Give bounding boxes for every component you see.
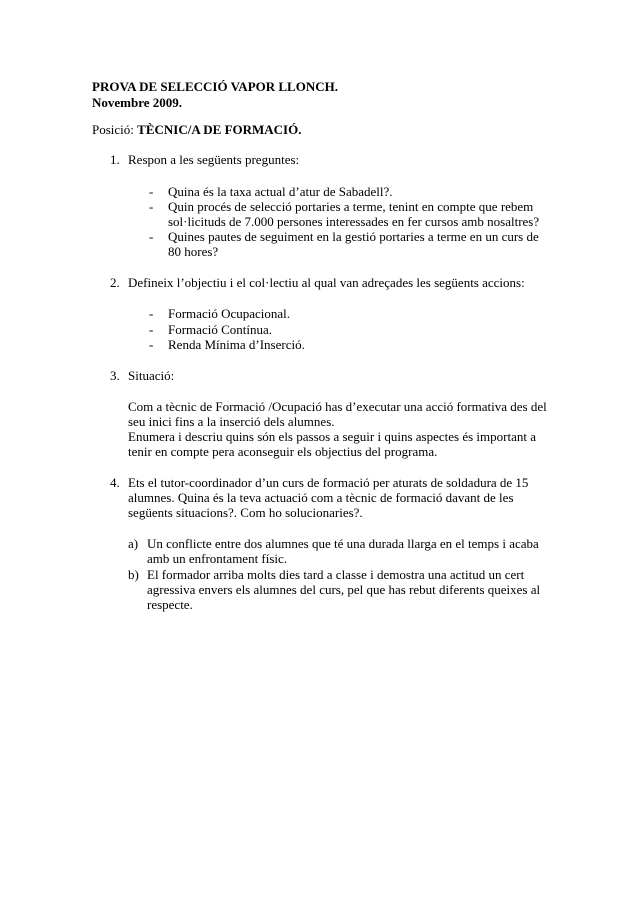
q1-item-1: Quina és la taxa actual d’atur de Sabadell?. [168, 184, 393, 199]
q3-paragraph-line: seu inici fins a la inserció dels alumnes. [128, 414, 335, 429]
q1-bullet: - [149, 229, 154, 244]
position-label: Posició: [92, 122, 134, 137]
q2-item-3: Renda Mínima d’Inserció. [168, 337, 305, 352]
q4-item-b-line: agressiva envers els alumnes del curs, pel que has rebut diferents queixes al [147, 582, 541, 597]
q2-bullet: - [149, 306, 154, 321]
q4-item-b-line: respecte. [147, 597, 193, 612]
q4-intro-line: següents situacions?. Com ho solucionaries?. [128, 505, 363, 520]
document-title: PROVA DE SELECCIÓ VAPOR LLONCH. [92, 79, 338, 94]
q1-item-3-line-1: Quines pautes de seguiment en la gestió portaries a terme en un curs de [168, 229, 539, 244]
q2-bullet: - [149, 322, 154, 337]
q4-item-b-line: El formador arriba molts dies tard a classe i demostra una actitud un cert [147, 567, 525, 582]
document-date: Novembre 2009. [92, 95, 183, 110]
q1-item-2-line-2: sol·licituds de 7.000 persones interessades en fer cursos amb nosaltres? [168, 214, 540, 229]
q3-paragraph-line: Com a tècnic de Formació /Ocupació has d’executar una acció formativa des del [128, 399, 547, 414]
q2-bullet: - [149, 337, 154, 352]
q3-paragraph-line: Enumera i descriu quins són els passos a seguir i quins aspectes és important a [128, 429, 536, 444]
q2-item-2: Formació Contínua. [168, 322, 272, 337]
q4-item-a-label: a) [128, 536, 139, 551]
position-line [92, 122, 301, 138]
q2-item-1: Formació Ocupacional. [168, 306, 291, 321]
q4-intro-line: Ets el tutor-coordinador d’un curs de formació per aturats de soldadura de 15 [128, 475, 529, 490]
q1-item-2-line-1: Quin procés de selecció portaries a terme, tenint en compte que rebem [168, 199, 534, 214]
q4-item-a-line: Un conflicte entre dos alumnes que té una durada llarga en el temps i acaba [147, 536, 539, 551]
q1-bullet: - [149, 199, 154, 214]
q4-item-b-label: b) [128, 567, 139, 582]
q1-bullet: - [149, 184, 154, 199]
q1-text: Respon a les següents preguntes: [128, 152, 300, 167]
q1-number: 1. [110, 152, 120, 167]
q4-item-a-line: amb un enfrontament físic. [147, 551, 288, 566]
q3-number: 3. [110, 368, 120, 383]
q3-text: Situació: [128, 368, 175, 383]
position-value: TÈCNIC/A DE FORMACIÓ. [137, 122, 302, 137]
q4-number: 4. [110, 475, 120, 490]
q3-paragraph-line: tenir en compte pera aconseguir els objectius del programa. [128, 444, 438, 459]
q4-intro-line: alumnes. Quina és la teva actuació com a tècnic de formació davant de les [128, 490, 514, 505]
q1-item-3-line-2: 80 hores? [168, 244, 219, 259]
q2-text: Defineix l’objectiu i el col·lectiu al qual van adreçades les següents accions: [128, 275, 525, 290]
q2-number: 2. [110, 275, 120, 290]
